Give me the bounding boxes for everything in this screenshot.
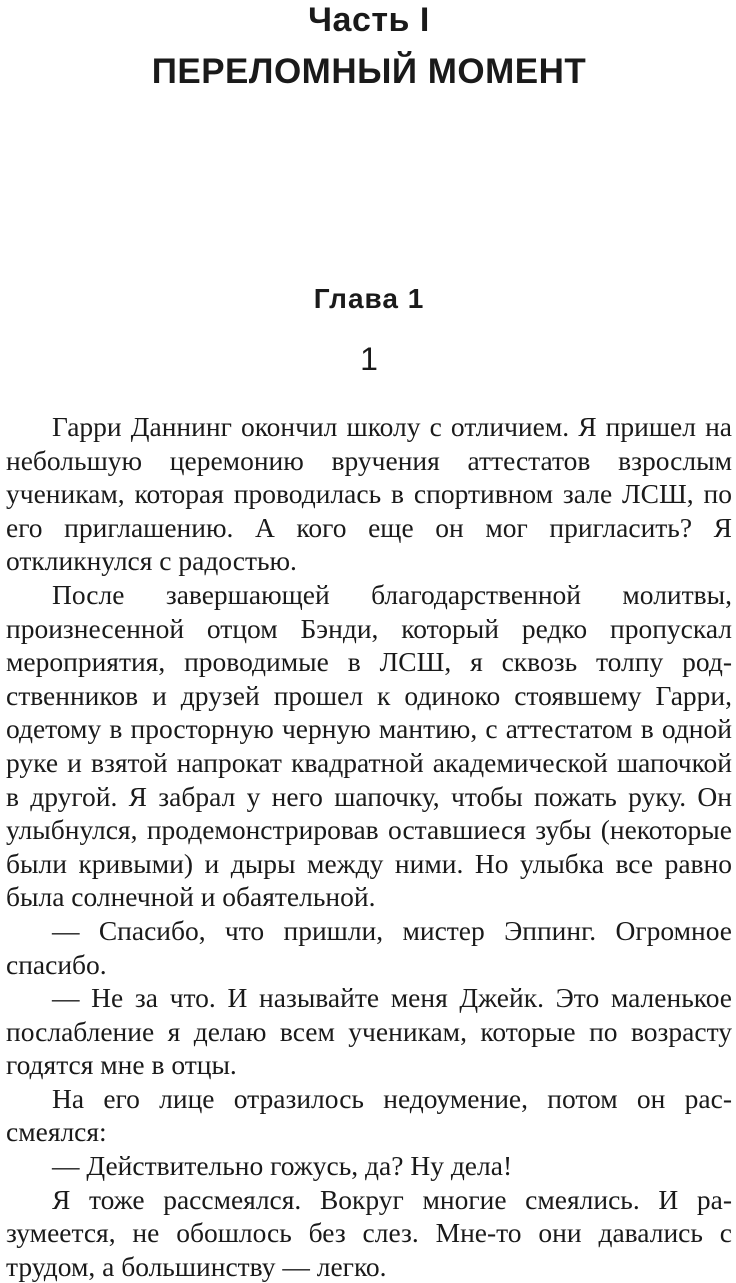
- part-label: Часть I: [308, 1, 430, 39]
- dialogue-line: — Действительно гожусь, да? Ну дела!: [52, 1150, 513, 1182]
- dialogue-line: — Не за что. И называйте меня Джейк. Это маленькое послабление я делаю всем ученикам, которые по возрасту годятся мне в отцы.: [6, 982, 732, 1081]
- chapter-title: Глава 1: [313, 283, 425, 314]
- paragraph: Гарри Даннинг окончил школу с отличием. Я пришел на небольшую церемонию вручения аттестатов взрослым ученикам, которая проводилась в спортивном зале ЛСШ, по его приглашению. А кого еще он мог пригласить? Я откликнулся с радостью.: [6, 411, 732, 577]
- part-title: ПЕРЕЛОМНЫЙ МОМЕНТ: [151, 52, 587, 91]
- body-text: [6, 410, 732, 1283]
- section-number: 1: [360, 341, 378, 377]
- dialogue-line: — Спасибо, что пришли, мистер Эппинг. Огромное спасибо.: [6, 914, 732, 980]
- paragraph: После завершающей благодарственной молитвы, произнесенной отцом Бэнди, который редко пропускал мероприятия, проводимые в ЛСШ, я сквозь толпу родственников и друзей прошел к одиноко стоявшему Гарри, одетому в просторную черную мантию, с аттестатом в одной руке и взятой напрокат квадратной академической шапочкой в другой. Я забрал у него шапочку, чтобы пожать руку. Он улыбнулся, продемонстрировав оставшиеся зубы (некоторые были кривыми) и дыры между ними. Но улыбка все равно была солнечной и обаятельной.: [6, 578, 732, 913]
- paragraph: Я тоже рассмеялся. Вокруг многие смеялись. И разумеется, не обошлось без слез. Мне-то они давались с трудом, а большинству — легко.: [6, 1183, 732, 1282]
- paragraph: На его лице отразилось недоумение, потом он рассмеялся:: [6, 1082, 732, 1148]
